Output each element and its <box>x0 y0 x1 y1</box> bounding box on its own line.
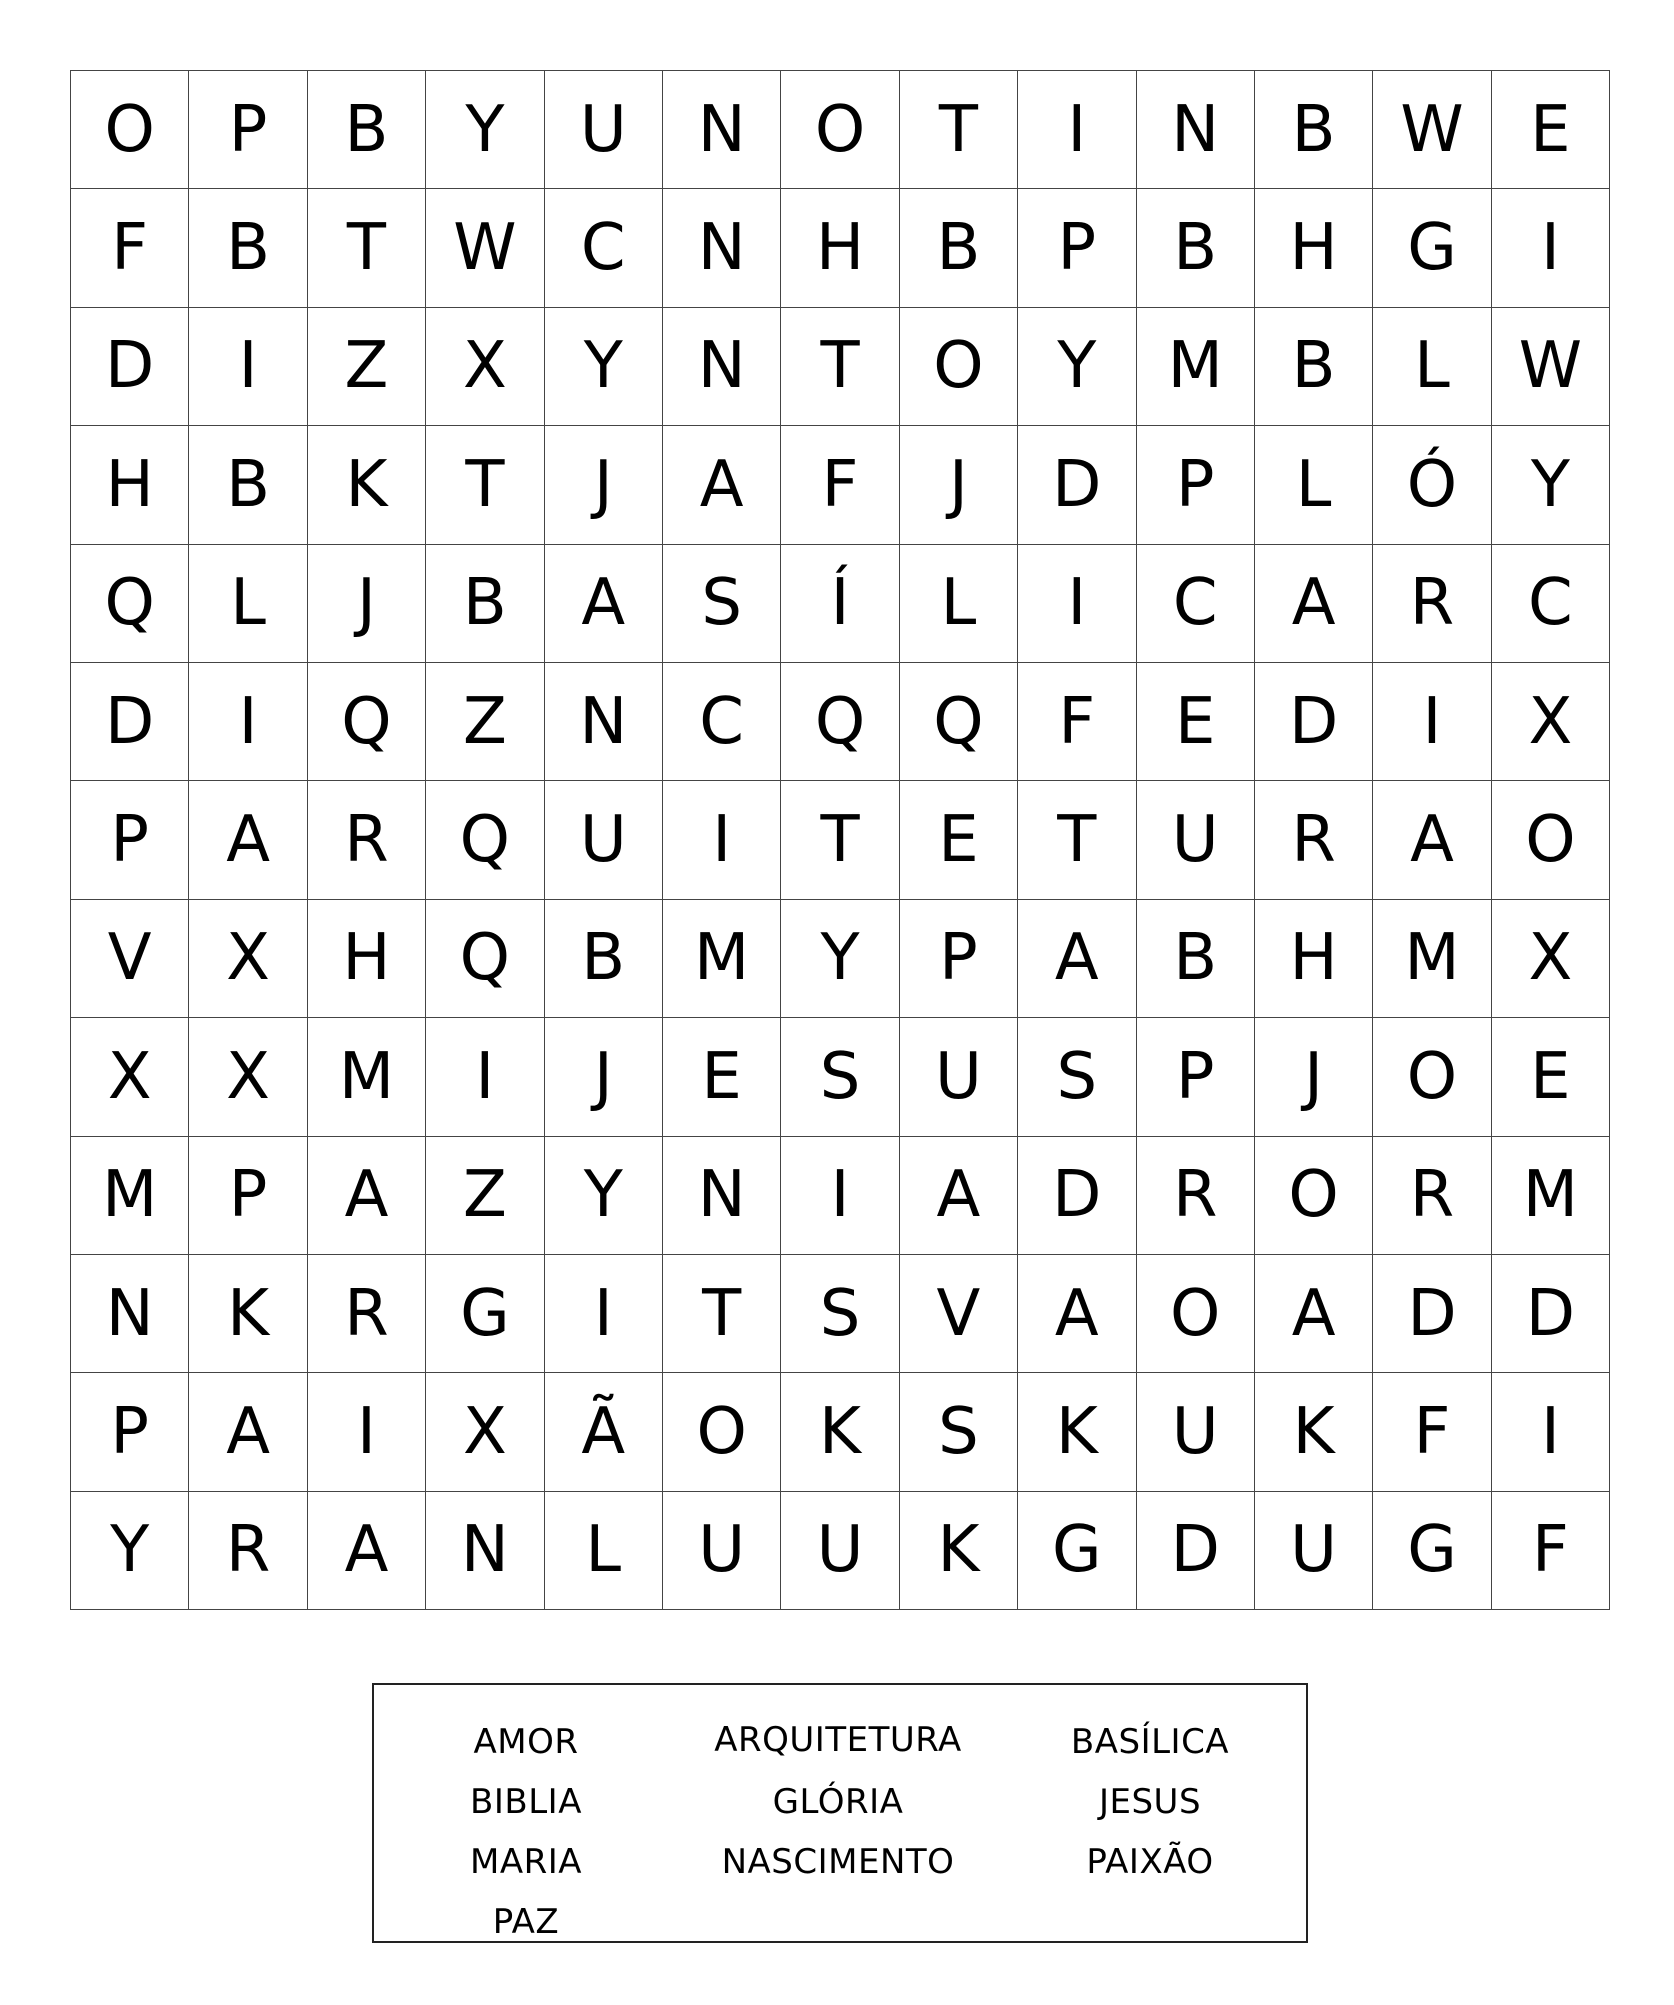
grid-cell[interactable]: W <box>426 189 544 307</box>
grid-cell[interactable]: Y <box>1018 308 1136 426</box>
grid-cell[interactable]: J <box>545 426 663 544</box>
grid-cell[interactable]: W <box>1373 71 1491 189</box>
grid-cell[interactable]: O <box>781 71 899 189</box>
grid-cell[interactable]: N <box>426 1492 544 1610</box>
grid-cell[interactable]: N <box>663 1137 781 1255</box>
grid-cell[interactable]: N <box>663 71 781 189</box>
grid-cell[interactable]: R <box>308 781 426 899</box>
grid-cell[interactable]: K <box>189 1255 307 1373</box>
grid-cell[interactable]: H <box>308 900 426 1018</box>
grid-cell[interactable]: I <box>781 1137 899 1255</box>
grid-cell[interactable]: N <box>663 308 781 426</box>
grid-cell[interactable]: B <box>1137 189 1255 307</box>
grid-cell[interactable]: R <box>1373 1137 1491 1255</box>
grid-cell[interactable]: U <box>1137 781 1255 899</box>
grid-cell[interactable]: O <box>1492 781 1610 899</box>
grid-cell[interactable]: U <box>545 71 663 189</box>
grid-cell[interactable]: A <box>1018 1255 1136 1373</box>
word-list-item: BIBLIA <box>470 1782 582 1822</box>
grid-cell[interactable]: A <box>545 545 663 663</box>
grid-cell[interactable]: K <box>781 1373 899 1491</box>
grid-cell[interactable]: B <box>426 545 544 663</box>
grid-cell[interactable]: I <box>189 308 307 426</box>
grid-cell[interactable]: O <box>71 71 189 189</box>
grid-cell[interactable]: I <box>426 1018 544 1136</box>
grid-cell[interactable]: N <box>1137 71 1255 189</box>
grid-cell[interactable]: P <box>189 71 307 189</box>
grid-cell[interactable]: G <box>1373 189 1491 307</box>
grid-cell[interactable]: Ó <box>1373 426 1491 544</box>
grid-cell[interactable]: D <box>1255 663 1373 781</box>
grid-cell[interactable]: Y <box>71 1492 189 1610</box>
grid-cell[interactable]: H <box>1255 900 1373 1018</box>
grid-cell[interactable]: R <box>308 1255 426 1373</box>
grid-cell[interactable]: T <box>781 781 899 899</box>
grid-cell[interactable]: Y <box>1492 426 1610 544</box>
grid-cell[interactable]: Q <box>781 663 899 781</box>
grid-cell[interactable]: P <box>71 781 189 899</box>
grid-cell[interactable]: I <box>663 781 781 899</box>
grid-cell[interactable]: A <box>900 1137 1018 1255</box>
grid-cell[interactable]: Q <box>308 663 426 781</box>
grid-cell[interactable]: M <box>71 1137 189 1255</box>
grid-cell[interactable]: B <box>308 71 426 189</box>
word-list-item: ARQUITETURA <box>714 1720 962 1760</box>
grid-cell[interactable]: T <box>663 1255 781 1373</box>
grid-cell[interactable]: G <box>1373 1492 1491 1610</box>
grid-cell[interactable]: X <box>71 1018 189 1136</box>
grid-cell[interactable]: T <box>426 426 544 544</box>
grid-cell[interactable]: A <box>1018 900 1136 1018</box>
word-list-item: AMOR <box>473 1722 579 1762</box>
grid-cell[interactable]: J <box>1255 1018 1373 1136</box>
grid-cell[interactable]: N <box>663 189 781 307</box>
grid-cell[interactable]: P <box>189 1137 307 1255</box>
grid-cell[interactable]: M <box>1373 900 1491 1018</box>
grid-cell[interactable]: Q <box>426 781 544 899</box>
grid-cell[interactable]: Y <box>781 900 899 1018</box>
grid-cell[interactable]: X <box>1492 663 1610 781</box>
grid-cell[interactable]: O <box>900 308 1018 426</box>
grid-cell[interactable]: X <box>189 1018 307 1136</box>
grid-cell[interactable]: M <box>1137 308 1255 426</box>
grid-cell[interactable]: E <box>1137 663 1255 781</box>
grid-cell[interactable]: T <box>781 308 899 426</box>
grid-cell[interactable]: Y <box>545 308 663 426</box>
grid-cell[interactable]: J <box>308 545 426 663</box>
grid-cell[interactable]: Z <box>426 663 544 781</box>
grid-cell[interactable]: U <box>545 781 663 899</box>
grid-cell[interactable]: R <box>1373 545 1491 663</box>
grid-cell[interactable]: J <box>900 426 1018 544</box>
grid-cell[interactable]: F <box>71 189 189 307</box>
grid-cell[interactable]: B <box>1255 308 1373 426</box>
grid-cell[interactable]: F <box>1018 663 1136 781</box>
grid-cell[interactable]: C <box>1137 545 1255 663</box>
grid-cell[interactable]: C <box>545 189 663 307</box>
word-list-item: BASÍLICA <box>1070 1722 1230 1762</box>
grid-cell[interactable]: H <box>1255 189 1373 307</box>
grid-cell[interactable]: A <box>1373 781 1491 899</box>
grid-cell[interactable]: P <box>71 1373 189 1491</box>
word-search-grid <box>70 70 1610 1610</box>
grid-cell[interactable]: G <box>1018 1492 1136 1610</box>
grid-cell[interactable]: Z <box>308 308 426 426</box>
grid-cell[interactable]: B <box>1137 900 1255 1018</box>
word-list-item: PAIXÃO <box>1086 1842 1214 1882</box>
grid-cell[interactable]: K <box>900 1492 1018 1610</box>
grid-cell[interactable]: X <box>426 1373 544 1491</box>
grid-cell[interactable]: R <box>1137 1137 1255 1255</box>
grid-cell[interactable]: O <box>1255 1137 1373 1255</box>
grid-cell[interactable]: I <box>189 663 307 781</box>
grid-cell[interactable]: L <box>189 545 307 663</box>
grid-cell[interactable]: S <box>900 1373 1018 1491</box>
grid-cell[interactable]: I <box>1373 663 1491 781</box>
grid-cell[interactable]: I <box>308 1373 426 1491</box>
grid-cell[interactable]: I <box>1492 189 1610 307</box>
grid-cell[interactable]: F <box>1373 1373 1491 1491</box>
grid-cell[interactable]: M <box>308 1018 426 1136</box>
grid-cell[interactable]: E <box>1492 1018 1610 1136</box>
grid-cell[interactable]: T <box>900 71 1018 189</box>
word-list-item: GLÓRIA <box>772 1782 904 1822</box>
grid-cell[interactable]: A <box>308 1137 426 1255</box>
grid-cell[interactable]: D <box>71 308 189 426</box>
word-list-item: JESUS <box>1098 1782 1202 1822</box>
grid-cell[interactable]: I <box>1492 1373 1610 1491</box>
word-list-item: MARIA <box>469 1842 582 1882</box>
grid-cell[interactable]: C <box>1492 545 1610 663</box>
grid-cell[interactable]: H <box>71 426 189 544</box>
word-list-box <box>372 1683 1308 1943</box>
grid-cell[interactable]: I <box>1018 71 1136 189</box>
grid-cell[interactable]: K <box>1018 1373 1136 1491</box>
grid-cell[interactable]: S <box>663 545 781 663</box>
grid-cell[interactable]: P <box>1018 189 1136 307</box>
grid-cell[interactable]: Y <box>426 71 544 189</box>
grid-cell[interactable]: B <box>189 426 307 544</box>
grid-cell[interactable]: J <box>545 1018 663 1136</box>
grid-cell[interactable]: L <box>1255 426 1373 544</box>
grid-cell[interactable]: N <box>71 1255 189 1373</box>
grid-cell[interactable]: P <box>1137 426 1255 544</box>
grid-cell[interactable]: Q <box>426 900 544 1018</box>
grid-cell[interactable]: I <box>545 1255 663 1373</box>
grid-cell[interactable]: A <box>189 1373 307 1491</box>
grid-cell[interactable]: V <box>900 1255 1018 1373</box>
grid-cell[interactable]: O <box>1137 1255 1255 1373</box>
grid-cell[interactable]: U <box>1255 1492 1373 1610</box>
word-list-item: PAZ <box>492 1902 560 1942</box>
grid-cell[interactable]: F <box>1492 1492 1610 1610</box>
grid-cell[interactable]: E <box>663 1018 781 1136</box>
grid-cell[interactable]: M <box>1492 1137 1610 1255</box>
grid-cell[interactable]: P <box>1137 1018 1255 1136</box>
grid-cell[interactable]: A <box>1255 1255 1373 1373</box>
grid-cell[interactable]: W <box>1492 308 1610 426</box>
grid-cell[interactable]: O <box>663 1373 781 1491</box>
grid-cell[interactable]: R <box>1255 781 1373 899</box>
grid-cell[interactable]: S <box>781 1255 899 1373</box>
grid-cell[interactable]: I <box>1018 545 1136 663</box>
grid-cell[interactable]: X <box>1492 900 1610 1018</box>
grid-cell[interactable]: Y <box>545 1137 663 1255</box>
grid-cell[interactable]: E <box>1492 71 1610 189</box>
grid-cell[interactable]: Ã <box>545 1373 663 1491</box>
grid-cell[interactable]: R <box>189 1492 307 1610</box>
word-list-item: NASCIMENTO <box>721 1842 955 1882</box>
grid-cell[interactable]: K <box>308 426 426 544</box>
grid-cell[interactable]: S <box>781 1018 899 1136</box>
grid-cell[interactable]: G <box>426 1255 544 1373</box>
grid-cell[interactable]: U <box>900 1018 1018 1136</box>
grid-cell[interactable]: D <box>1492 1255 1610 1373</box>
grid-cell[interactable]: D <box>1018 426 1136 544</box>
grid-cell[interactable]: A <box>663 426 781 544</box>
grid-cell[interactable]: U <box>663 1492 781 1610</box>
grid-cell[interactable]: A <box>308 1492 426 1610</box>
grid-cell[interactable]: P <box>900 900 1018 1018</box>
grid-cell[interactable]: T <box>1018 781 1136 899</box>
grid-cell[interactable]: L <box>900 545 1018 663</box>
grid-cell[interactable]: V <box>71 900 189 1018</box>
grid-cell[interactable]: X <box>189 900 307 1018</box>
grid-cell[interactable]: K <box>1255 1373 1373 1491</box>
grid-cell[interactable]: Z <box>426 1137 544 1255</box>
grid-cell[interactable]: U <box>1137 1373 1255 1491</box>
grid-cell[interactable]: L <box>545 1492 663 1610</box>
grid-cell[interactable]: A <box>1255 545 1373 663</box>
grid-cell[interactable]: C <box>663 663 781 781</box>
grid-cell[interactable]: A <box>189 781 307 899</box>
grid-cell[interactable]: B <box>900 189 1018 307</box>
grid-cell[interactable]: D <box>1018 1137 1136 1255</box>
grid-cell[interactable]: Q <box>71 545 189 663</box>
grid-cell[interactable]: O <box>1373 1018 1491 1136</box>
grid-cell[interactable]: H <box>781 189 899 307</box>
grid-cell[interactable]: X <box>426 308 544 426</box>
grid-cell[interactable]: D <box>71 663 189 781</box>
grid-cell[interactable]: U <box>781 1492 899 1610</box>
grid-cell[interactable]: L <box>1373 308 1491 426</box>
grid-cell[interactable]: S <box>1018 1018 1136 1136</box>
grid-cell[interactable]: Í <box>781 545 899 663</box>
grid-cell[interactable]: F <box>781 426 899 544</box>
grid-cell[interactable]: D <box>1373 1255 1491 1373</box>
grid-cell[interactable]: B <box>189 189 307 307</box>
grid-cell[interactable]: N <box>545 663 663 781</box>
grid-cell[interactable]: T <box>308 189 426 307</box>
grid-cell[interactable]: M <box>663 900 781 1018</box>
grid-cell[interactable]: E <box>900 781 1018 899</box>
grid-cell[interactable]: B <box>545 900 663 1018</box>
grid-cell[interactable]: B <box>1255 71 1373 189</box>
grid-cell[interactable]: Q <box>900 663 1018 781</box>
grid-cell[interactable]: D <box>1137 1492 1255 1610</box>
